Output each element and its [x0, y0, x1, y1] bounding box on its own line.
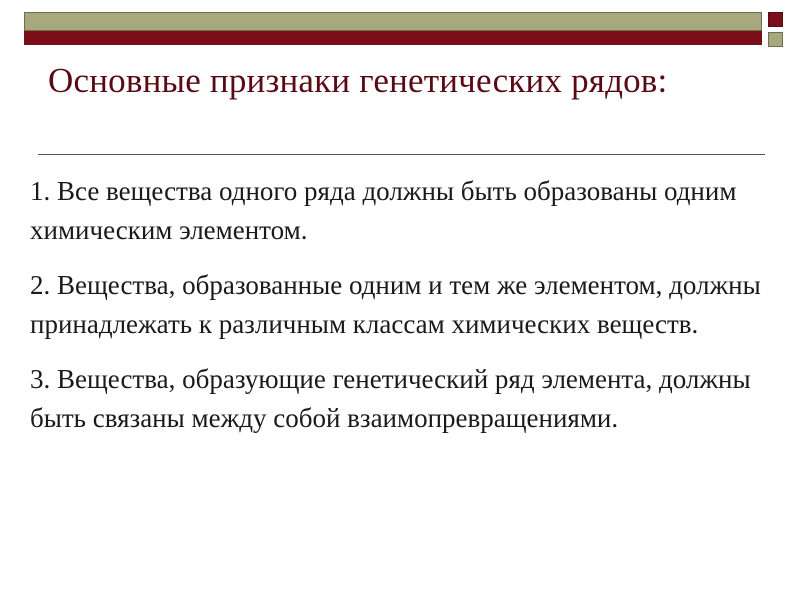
corner-square-maroon [768, 12, 783, 27]
slide-body [30, 172, 780, 438]
top-maroon-bar [24, 31, 762, 45]
paragraph-2: 2. Вещества, образованные одним и тем же элементом, должны принадлежать к различным классам химических веществ. [30, 270, 761, 339]
slide-title: Основные признаки генетических рядов: [48, 61, 668, 100]
paragraph-1: 1. Все вещества одного ряда должны быть образованы одним химическим элементом. [30, 176, 737, 245]
title-underline [38, 154, 765, 155]
paragraph-3: 3. Вещества, образующие генетический ряд элемента, должны быть связаны между собой взаимопревращениями. [30, 364, 751, 433]
top-olive-bar [24, 12, 762, 31]
corner-square-olive [768, 32, 783, 47]
